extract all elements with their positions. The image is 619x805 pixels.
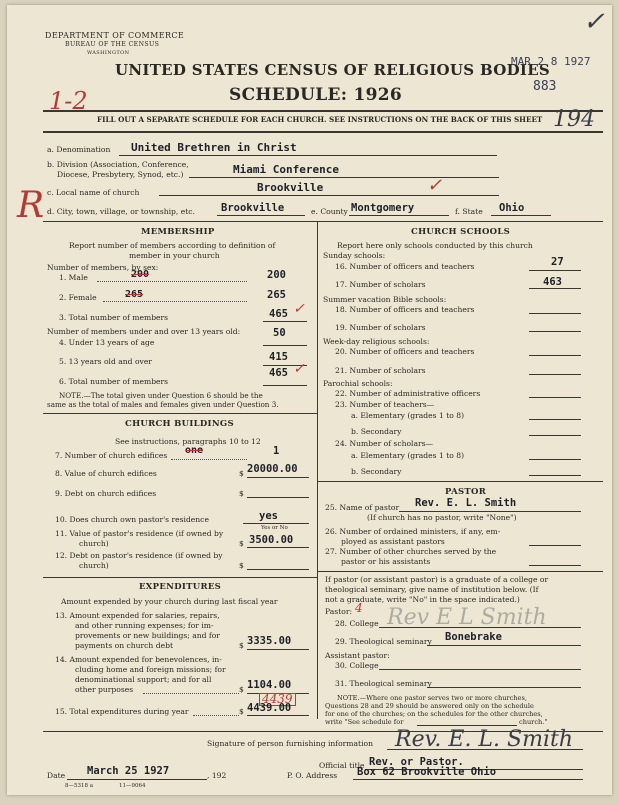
q24a-label: a. Elementary (grades 1 to 8) — [351, 451, 465, 460]
leader — [97, 281, 247, 282]
q13-label: 13. Amount expended for salaries, repairs, — [55, 611, 220, 620]
q24-label: 24. Number of scholars— — [335, 439, 434, 448]
rule — [189, 177, 499, 178]
q27-label: 27. Number of other churches served by the — [325, 547, 497, 556]
rule — [263, 321, 307, 322]
buildings-intro: See instructions, paragraphs 10 to 12 — [115, 437, 261, 446]
grad-text-2: theological seminary, give name of institution below. (If — [325, 585, 539, 594]
form-subtitle: SCHEDULE: 1926 — [229, 85, 403, 105]
form-title: UNITED STATES CENSUS OF RELIGIOUS BODIES — [115, 61, 551, 79]
q16-value: 27 — [551, 256, 564, 268]
sunday-label: Sunday schools: — [323, 251, 386, 260]
rule — [217, 215, 305, 216]
dollar-sign: $ — [239, 561, 244, 570]
rule — [247, 497, 309, 498]
dollar-sign: $ — [239, 641, 244, 650]
serial-stamp: 883 — [533, 79, 557, 94]
leader — [143, 693, 239, 694]
q10-value: yes — [259, 510, 278, 522]
rule — [317, 571, 603, 572]
dollar-sign: $ — [239, 539, 244, 548]
q10-label: 10. Does church own pastor's residence — [55, 515, 209, 524]
by-sex-label: Number of members, by sex: — [47, 263, 159, 272]
rule — [247, 547, 309, 548]
q25-value: Rev. E. L. Smith — [415, 497, 517, 509]
rule — [529, 374, 581, 375]
q6-label: 6. Total number of members — [59, 377, 169, 386]
q6-value: 465 — [269, 367, 288, 379]
division-label-2: Diocese, Presbytery, Synod, etc.) — [57, 170, 184, 179]
q24b-label: b. Secondary — [351, 467, 402, 476]
q1-label: 1. Male — [59, 273, 88, 282]
rule — [399, 511, 581, 512]
rule — [247, 649, 309, 650]
rule — [43, 577, 317, 578]
q5-value: 415 — [269, 351, 288, 363]
rule — [427, 645, 581, 646]
rule — [529, 270, 581, 271]
date-value: March 25 1927 — [87, 765, 170, 777]
schools-heading: CHURCH SCHOOLS — [411, 227, 511, 237]
buildings-heading: CHURCH BUILDINGS — [125, 419, 234, 429]
dept-label: DEPARTMENT OF COMMERCE — [45, 31, 185, 40]
q15-correction: 4439 — [259, 693, 296, 706]
form-number: 8—5318 a — [65, 783, 94, 789]
grad-text: If pastor (or assistant pastor) is a graduate of a college or — [325, 575, 549, 584]
q29-label: 29. Theological seminary — [335, 637, 432, 646]
local-name-label: c. Local name of church — [47, 188, 140, 197]
rule — [529, 435, 581, 436]
q2-label: 2. Female — [59, 293, 97, 302]
signature: Rev. E. L. Smith — [395, 727, 574, 752]
q12-label-2: church) — [79, 561, 109, 570]
q8-label: 8. Value of church edifices — [55, 469, 157, 478]
po-address-value: Box 62 Brookville Ohio — [357, 766, 497, 778]
pastor-note-2: Questions 28 and 29 should be answered only on the schedule — [325, 702, 534, 710]
q13-label-4: payments on church debt — [75, 641, 173, 650]
q14-value: 1104.00 — [247, 679, 292, 691]
date-year-suffix: , 192 — [207, 771, 227, 780]
q27-label-2: pastor or his assistants — [341, 557, 431, 566]
rule — [243, 523, 309, 524]
rule — [529, 565, 581, 566]
bureau-label: BUREAU OF THE CENSUS — [65, 41, 160, 48]
division-value: Miami Conference — [233, 163, 339, 176]
q8-value: 20000.00 — [247, 463, 298, 475]
local-name-value: Brookville — [257, 181, 324, 194]
q15-value: 4439.00 — [247, 702, 292, 714]
census-schedule-page — [7, 5, 612, 795]
q13-label-2: and other running expenses; for im- — [75, 621, 214, 630]
q23-label: 23. Number of teachers— — [335, 400, 435, 409]
red-r-mark: R — [17, 185, 45, 226]
q31-label: 31. Theological seminary — [335, 679, 432, 688]
q7-value: 1 — [273, 445, 280, 457]
q16-label: 16. Number of officers and teachers — [335, 262, 475, 271]
division-label: b. Division (Association, Conference, — [47, 160, 189, 169]
instructions: FILL OUT A SEPARATE SCHEDULE FOR EACH CHURCH. SEE INSTRUCTIONS ON THE BACK OF THIS SHEET — [97, 115, 543, 124]
pastor-red-mark: 4 — [355, 601, 363, 615]
rule — [67, 779, 207, 780]
age-label: Number of members under and over 13 years old: — [47, 327, 241, 336]
q26-label: 26. Number of ordained ministers, if any, em- — [325, 527, 501, 536]
assistant-label: Assistant pastor: — [325, 651, 390, 660]
rule — [349, 215, 449, 216]
weekday-label: Week-day religious schools: — [323, 337, 430, 346]
q14-label-2: cluding home and foreign missions; for — [75, 665, 226, 674]
red-check: ✓ — [293, 361, 305, 377]
q7-label: 7. Number of church edifices — [55, 451, 168, 460]
pastor-heading: PASTOR — [445, 487, 487, 497]
membership-intro-2: member in your church — [129, 251, 220, 260]
column-divider — [317, 221, 318, 719]
hand-number: 194 — [553, 107, 595, 132]
po-address-label: P. O. Address — [287, 771, 338, 780]
membership-note: NOTE.—The total given under Question 6 should be the — [59, 391, 263, 400]
q14-label-4: other purposes — [75, 685, 134, 694]
q17-value: 463 — [543, 276, 562, 288]
city-label: WASHINGTON — [87, 50, 130, 56]
membership-note-2: same as the total of males and females given under Question 3. — [47, 400, 279, 409]
county-value: Montgomery — [351, 202, 415, 214]
q22-label: 22. Number of administrative officers — [335, 389, 481, 398]
q23a-label: a. Elementary (grades 1 to 8) — [351, 411, 465, 420]
q2-value: 265 — [267, 289, 286, 301]
expenditures-intro: Amount expended by your church during last fiscal year — [61, 597, 278, 606]
rule — [529, 459, 581, 460]
q12-label: 12. Debt on pastor's residence (if owned by — [55, 551, 223, 560]
q4-label: 4. Under 13 years of age — [59, 338, 155, 347]
parochial-label: Parochial schools: — [323, 379, 393, 388]
date-label: Date — [47, 771, 66, 780]
q18-label: 18. Number of officers and teachers — [335, 305, 475, 314]
q21-label: 21. Number of scholars — [335, 366, 426, 375]
state-value: Ohio — [499, 202, 525, 214]
dollar-sign: $ — [239, 685, 244, 694]
rule — [263, 345, 307, 346]
denomination-value: United Brethren in Christ — [131, 141, 297, 154]
q7-struck: one — [185, 445, 204, 456]
summer-label: Summer vacation Bible schools: — [323, 295, 447, 304]
pastor-note-4b: church." — [519, 718, 548, 726]
rule — [159, 195, 499, 196]
rule — [43, 221, 603, 222]
rule — [379, 669, 581, 670]
pastor-label: Pastor: — [325, 607, 353, 616]
q5-label: 5. 13 years old and over — [59, 357, 152, 366]
red-check: ✓ — [427, 175, 443, 196]
rule — [529, 545, 581, 546]
q30-label: 30. College — [335, 661, 379, 670]
rule — [43, 131, 603, 133]
signature-label: Signature of person furnishing information — [207, 739, 373, 748]
check-mark: ✓ — [583, 7, 605, 37]
grad-text-3: not a graduate, write "No" in the space indicated.) — [325, 595, 520, 604]
rule — [353, 779, 583, 780]
red-mark: 1-2 — [49, 87, 88, 115]
rule — [263, 385, 307, 386]
rule — [529, 419, 581, 420]
q2-struck: 265 — [125, 289, 144, 300]
rule — [529, 397, 581, 398]
rule — [247, 477, 309, 478]
q1-struck: 200 — [131, 269, 150, 280]
q11-label-2: church) — [79, 539, 109, 548]
q9-label: 9. Debt on church edifices — [55, 489, 157, 498]
q29-value: Bonebrake — [445, 631, 502, 643]
schools-intro: Report here only schools conducted by this church — [337, 241, 533, 250]
leader — [193, 715, 239, 716]
rule — [43, 110, 603, 112]
q25-hint: (If church has no pastor, write "None") — [367, 513, 517, 522]
membership-heading: MEMBERSHIP — [141, 227, 215, 237]
q15-label: 15. Total expenditures during year — [55, 707, 189, 716]
q13-value: 3335.00 — [247, 635, 292, 647]
dollar-sign: $ — [239, 707, 244, 716]
denomination-label: a. Denomination — [47, 145, 111, 154]
rule — [417, 725, 517, 726]
q13-label-3: provements or new buildings; and for — [75, 631, 220, 640]
official-title-label: Official title — [319, 761, 365, 770]
q25-label: 25. Name of pastor — [325, 503, 400, 512]
county-label: e. County — [311, 207, 348, 216]
rule — [529, 288, 581, 289]
pastor-note-4: write "See schedule for — [325, 718, 404, 726]
q14-label-3: denominational support; and for all — [75, 675, 212, 684]
q23b-label: b. Secondary — [351, 427, 402, 436]
red-check: ✓ — [293, 301, 305, 317]
rule — [119, 155, 497, 156]
pastor-note-3: for one of the churches; on the schedules for the other churches, — [325, 710, 543, 718]
q19-label: 19. Number of scholars — [335, 323, 426, 332]
dollar-sign: $ — [239, 469, 244, 478]
q1-value: 200 — [267, 269, 286, 281]
q11-value: 3500.00 — [249, 534, 294, 546]
leader — [103, 301, 247, 302]
q28-faint-signature: Rev E L Smith — [387, 605, 547, 630]
q3-label: 3. Total number of members — [59, 313, 169, 322]
rule — [43, 413, 317, 414]
q28-label: 28. College — [335, 619, 379, 628]
q3-value: 465 — [269, 308, 288, 320]
rule — [247, 715, 309, 716]
rule — [427, 687, 581, 688]
q10-hint: Yes or No — [261, 525, 288, 531]
q20-label: 20. Number of officers and teachers — [335, 347, 475, 356]
q14-label: 14. Amount expended for benevolences, in- — [55, 655, 222, 664]
official-title-value: Rev. or Pastor. — [369, 756, 464, 768]
leader — [171, 459, 247, 460]
city-label: d. City, town, village, or township, etc. — [47, 207, 195, 216]
rule — [317, 481, 603, 482]
rule — [529, 475, 581, 476]
received-stamp: MAR 2 8 1927 — [511, 55, 591, 68]
rule — [529, 331, 581, 332]
city-value: Brookville — [221, 202, 285, 214]
q4-value: 50 — [273, 327, 286, 339]
rule — [529, 355, 581, 356]
form-number-2: 11—9064 — [119, 783, 146, 789]
membership-intro: Report number of members according to definition of — [69, 241, 276, 250]
q11-label: 11. Value of pastor's residence (if owned by — [55, 529, 224, 538]
expenditures-heading: EXPENDITURES — [139, 582, 222, 592]
pastor-note: NOTE.—Where one pastor serves two or more churches, — [337, 694, 527, 702]
q26-label-2: ployed as assistant pastors — [341, 537, 445, 546]
q17-label: 17. Number of scholars — [335, 280, 426, 289]
rule — [529, 313, 581, 314]
rule — [491, 215, 551, 216]
state-label: f. State — [455, 207, 483, 216]
rule — [247, 569, 309, 570]
dollar-sign: $ — [239, 489, 244, 498]
